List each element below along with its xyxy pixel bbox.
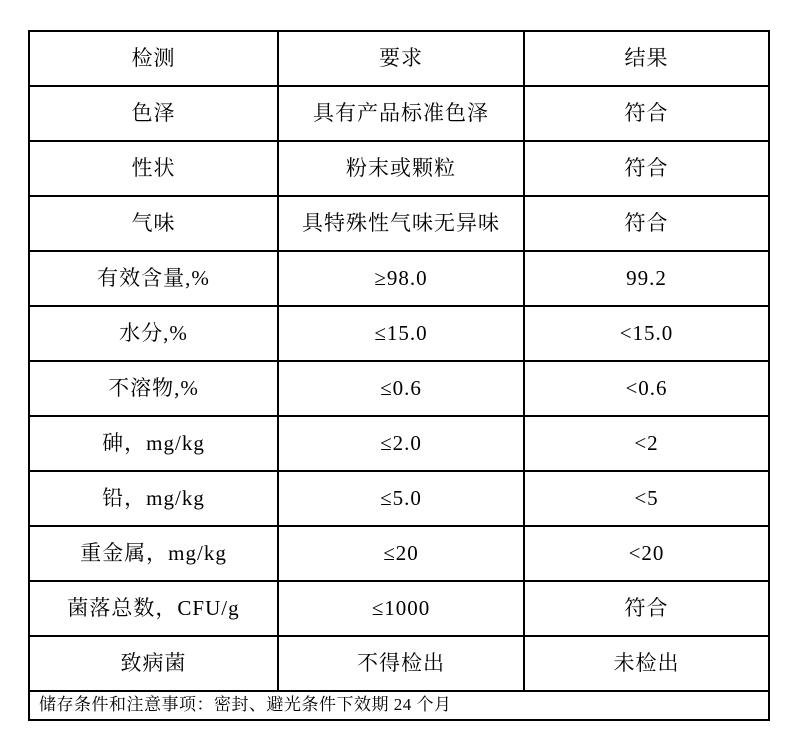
test-item-cell: 砷，mg/kg <box>29 416 278 471</box>
test-item-cell: 水分,% <box>29 306 278 361</box>
result-cell: 未检出 <box>524 636 769 691</box>
requirement-cell: ≤2.0 <box>278 416 524 471</box>
requirement-cell: ≥98.0 <box>278 251 524 306</box>
test-item-cell: 性状 <box>29 141 278 196</box>
table-row-pathogens <box>29 636 769 691</box>
table-row-arsenic <box>29 416 769 471</box>
table-header-row <box>29 31 769 86</box>
storage-note-cell: 储存条件和注意事项：密封、避光条件下效期 24 个月 <box>29 691 769 720</box>
requirement-cell: ≤15.0 <box>278 306 524 361</box>
column-header-result: 结果 <box>524 31 769 86</box>
requirement-cell: 粉末或颗粒 <box>278 141 524 196</box>
requirement-cell: 不得检出 <box>278 636 524 691</box>
test-item-cell: 致病菌 <box>29 636 278 691</box>
column-header-test: 检测 <box>29 31 278 86</box>
requirement-cell: ≤0.6 <box>278 361 524 416</box>
requirement-cell: ≤20 <box>278 526 524 581</box>
test-item-cell: 重金属，mg/kg <box>29 526 278 581</box>
requirement-cell: ≤1000 <box>278 581 524 636</box>
result-cell: <15.0 <box>524 306 769 361</box>
result-cell: 99.2 <box>524 251 769 306</box>
test-item-cell: 不溶物,% <box>29 361 278 416</box>
inspection-table <box>28 30 770 721</box>
column-header-requirement: 要求 <box>278 31 524 86</box>
requirement-cell: ≤5.0 <box>278 471 524 526</box>
test-item-cell: 有效含量,% <box>29 251 278 306</box>
table-footer-row <box>29 691 769 720</box>
result-cell: <5 <box>524 471 769 526</box>
result-cell: 符合 <box>524 141 769 196</box>
result-cell: 符合 <box>524 581 769 636</box>
table-row-moisture <box>29 306 769 361</box>
table-row-active-content <box>29 251 769 306</box>
table-row-lead <box>29 471 769 526</box>
table-row-total-colonies <box>29 581 769 636</box>
requirement-cell: 具特殊性气味无异味 <box>278 196 524 251</box>
table-row-color <box>29 86 769 141</box>
test-item-cell: 气味 <box>29 196 278 251</box>
test-item-cell: 铅，mg/kg <box>29 471 278 526</box>
test-item-cell: 色泽 <box>29 86 278 141</box>
result-cell: <0.6 <box>524 361 769 416</box>
table-row-odor <box>29 196 769 251</box>
result-cell: 符合 <box>524 196 769 251</box>
table-row-heavy-metals <box>29 526 769 581</box>
test-item-cell: 菌落总数，CFU/g <box>29 581 278 636</box>
requirement-cell: 具有产品标准色泽 <box>278 86 524 141</box>
result-cell: <2 <box>524 416 769 471</box>
table-row-appearance <box>29 141 769 196</box>
result-cell: 符合 <box>524 86 769 141</box>
table-row-insolubles <box>29 361 769 416</box>
result-cell: <20 <box>524 526 769 581</box>
